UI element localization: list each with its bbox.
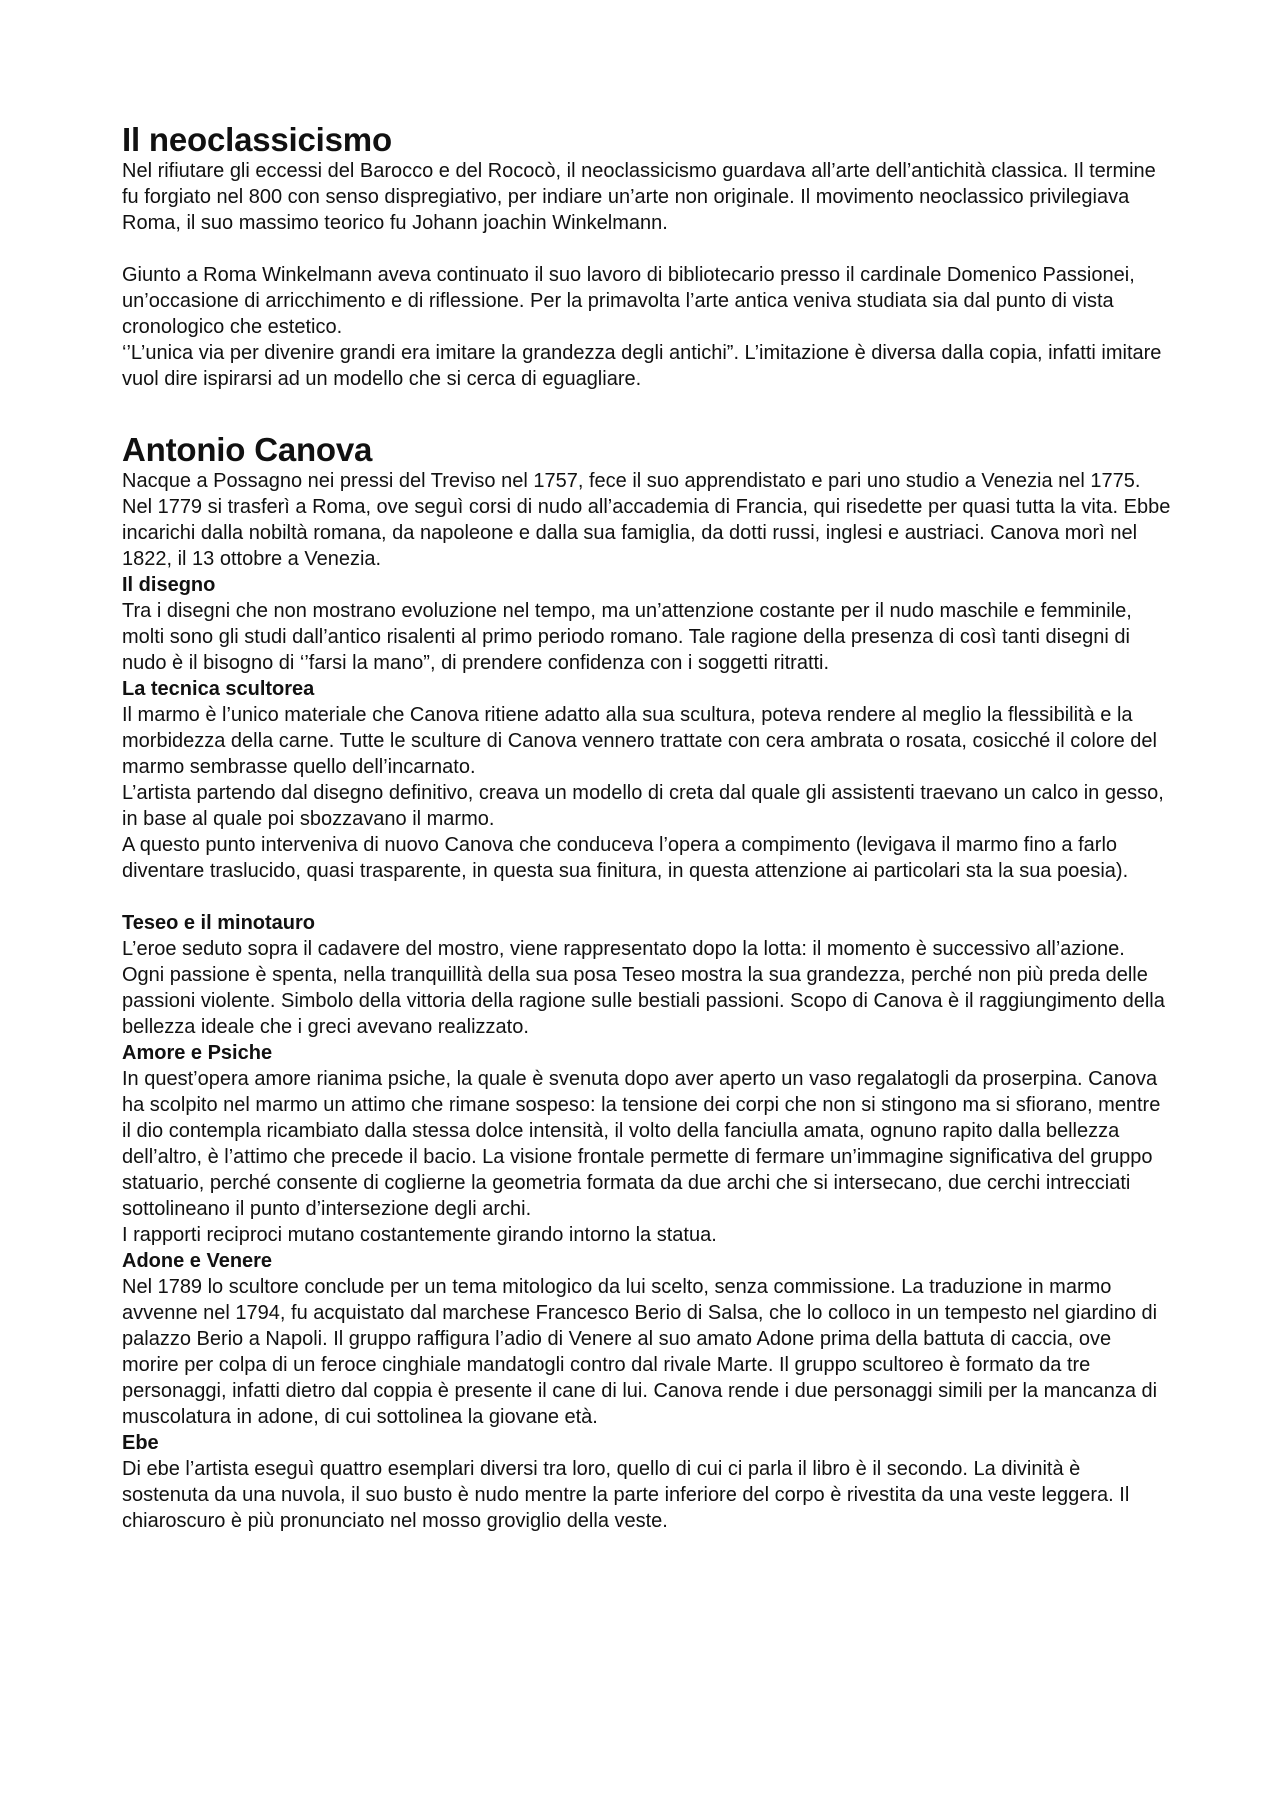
paragraph: L’artista partendo dal disegno definitivo, creava un modello di creta dal quale gli assistenti traevano un calco in gesso, in base al quale poi sbozzavano il marmo. [122, 782, 1164, 830]
paragraph: L’eroe seduto sopra il cadavere del mostro, viene rappresentato dopo la lotta: il momento è successivo all’azione. Ogni passione è spenta, nella tranquillità della sua posa Teseo mostra la sua grandezza, perché non più preda delle passioni violente. Simbolo della vittoria della ragione sulle bestiali passioni. Scopo di Canova è il raggiungimento della bellezza ideale che i greci avevano realizzato. [122, 938, 1165, 1038]
subheading-ebe: Ebe [122, 1432, 159, 1454]
section-title-canova: Antonio Canova [122, 431, 373, 468]
document-page [122, 122, 1172, 1534]
subheading-tecnica: La tecnica scultorea [122, 678, 315, 700]
paragraph: Di ebe l’artista eseguì quattro esemplari diversi tra loro, quello di cui ci parla il libro è il secondo. La divinità è sostenuta da una nuvola, il suo busto è nudo mentre la parte inferiore del corpo è rivestita da una veste leggera. Il chiaroscuro è più pronunciato nel mosso groviglio della veste. [122, 1458, 1130, 1532]
paragraph: Tra i disegni che non mostrano evoluzione nel tempo, ma un’attenzione costante per il nudo maschile e femminile, molti sono gli studi dall’antico risalenti al primo periodo romano. Tale ragione della presenza di così tanti disegni di nudo è il bisogno di ‘’farsi la mano”, di prendere confidenza con i soggetti ritratti. [122, 600, 1132, 674]
subheading-amore-psiche: Amore e Psiche [122, 1042, 273, 1064]
paragraph: I rapporti reciproci mutano costantemente girando intorno la statua. [122, 1224, 717, 1246]
section-title-neoclassicismo: Il neoclassicismo [122, 121, 392, 158]
paragraph: Nel rifiutare gli eccessi del Barocco e del Rococò, il neoclassicismo guardava all’arte dell’antichità classica. Il termine fu forgiato nel 800 con senso dispregiativo, per indiare un’arte non originale. Il movimento neoclassico privilegiava Roma, il suo massimo teorico fu Johann joachin Winkelmann. [122, 160, 1156, 234]
paragraph: ‘’L’unica via per divenire grandi era imitare la grandezza degli antichi”. L’imitazione è diversa dalla copia, infatti imitare vuol dire ispirarsi ad un modello che si cerca di eguagliare. [122, 342, 1162, 390]
subheading-adone-venere: Adone e Venere [122, 1250, 273, 1272]
paragraph: In quest’opera amore rianima psiche, la quale è svenuta dopo aver aperto un vaso regalatogli da proserpina. Canova ha scolpito nel marmo un attimo che rimane sospeso: la tensione dei corpi che non si stingono ma si sfiorano, mentre il dio contempla ricambiato dalla stessa dolce intensità, il volto della fanciulla amata, ognuno rapito dalla bellezza dell’altro, è l’attimo che precede il bacio. La visione frontale permette di fermare un’immagine significativa del gruppo statuario, perché consente di coglierne la geometria formata da due archi che si intersecano, due cerchi intrecciati sottolineano il punto d’intersezione degli archi. [122, 1068, 1161, 1220]
paragraph: Il marmo è l’unico materiale che Canova ritiene adatto alla sua scultura, poteva rendere al meglio la flessibilità e la morbidezza della carne. Tutte le sculture di Canova vennero trattate con cera ambrata o rosata, cosicché il colore del marmo sembrasse quello dell’incarnato. [122, 704, 1157, 778]
paragraph: Nel 1789 lo scultore conclude per un tema mitologico da lui scelto, senza commissione. La traduzione in marmo avvenne nel 1794, fu acquistato dal marchese Francesco Berio di Salsa, che lo colloco in un tempesto nel giardino di palazzo Berio a Napoli. Il gruppo raffigura l’adio di Venere al suo amato Adone prima della battuta di caccia, ove morire per colpa di un feroce cinghiale mandatogli contro dal rivale Marte. Il gruppo scultoreo è formato da tre personaggi, infatti dietro dal coppia è presente il cane di lui. Canova rende i due personaggi simili per la mancanza di muscolatura in adone, di cui sottolinea la giovane età. [122, 1276, 1158, 1428]
spacer [122, 392, 1172, 432]
paragraph: Giunto a Roma Winkelmann aveva continuato il suo lavoro di bibliotecario presso il cardinale Domenico Passionei, un’occasione di arricchimento e di riflessione. Per la primavolta l’arte antica veniva studiata sia dal punto di vista cronologico che estetico. [122, 264, 1135, 338]
subheading-teseo: Teseo e il minotauro [122, 912, 315, 934]
paragraph: A questo punto interveniva di nuovo Canova che conduceva l’opera a compimento (levigava il marmo fino a farlo diventare traslucido, quasi trasparente, in questa sua finitura, in questa attenzione ai particolari sta la sua poesia). [122, 834, 1129, 882]
paragraph: Nacque a Possagno nei pressi del Treviso nel 1757, fece il suo apprendistato e pari uno studio a Venezia nel 1775. Nel 1779 si trasferì a Roma, ove seguì corsi di nudo all’accademia di Francia, qui risedette per quasi tutta la vita. Ebbe incarichi dalla nobiltà romana, da napoleone e dalla sua famiglia, da dotti russi, inglesi e austriaci. Canova morì nel 1822, il 13 ottobre a Venezia. [122, 470, 1171, 570]
subheading-disegno: Il disegno [122, 574, 216, 596]
spacer [122, 236, 1172, 262]
spacer [122, 884, 1172, 910]
